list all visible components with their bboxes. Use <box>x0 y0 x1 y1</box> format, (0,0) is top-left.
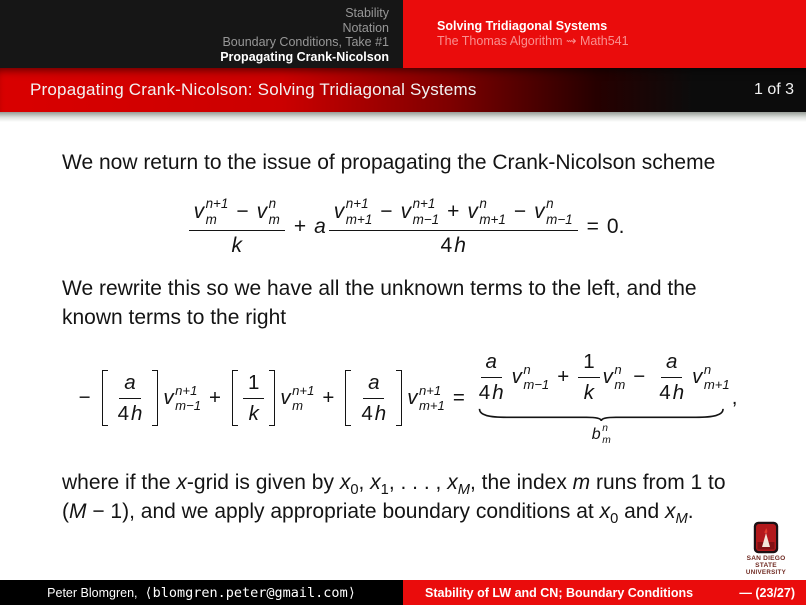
header-nav <box>0 0 403 68</box>
math-operator: − <box>633 365 646 389</box>
math-symbol <box>280 383 314 414</box>
text-run: -grid is given by <box>186 471 340 495</box>
math-variable: h <box>374 401 387 425</box>
underbrace-icon <box>477 408 726 421</box>
text-run: M <box>675 511 688 528</box>
math-bracket <box>102 370 159 426</box>
math-number: 4 <box>361 401 373 425</box>
math-superscript: n+1 <box>412 196 436 211</box>
math-number: 4 <box>478 380 491 404</box>
math-fraction <box>654 349 689 405</box>
math-denominator <box>474 378 509 406</box>
text-run: x <box>664 500 676 524</box>
nav-item-notation[interactable]: Notation <box>342 20 389 35</box>
math-operator: − <box>236 199 249 223</box>
math-symbol <box>407 383 445 414</box>
math-symbol-base: v <box>407 386 418 410</box>
math-symbol <box>603 362 626 393</box>
math-numerator <box>189 196 285 231</box>
math-subscript: m <box>268 211 280 227</box>
math-symbol-base: v <box>602 365 613 389</box>
text-run: , the index <box>469 471 573 495</box>
math-symbol <box>467 196 506 228</box>
math-scripts <box>419 383 445 414</box>
math-bracket <box>345 370 402 426</box>
text-run: x <box>599 500 611 524</box>
math-symbol <box>592 423 611 447</box>
equation-crank-nicolson <box>62 196 750 259</box>
math-symbol <box>401 196 440 228</box>
math-symbol <box>334 196 373 228</box>
math-superscript: n <box>268 196 277 211</box>
math-scripts <box>614 362 625 393</box>
text-run: , <box>358 471 371 495</box>
paragraph-rewrite: We rewrite this so we have all the unknown terms to the left, and the known terms to the right <box>62 276 697 329</box>
math-superscript: n <box>479 196 487 211</box>
math-symbol <box>194 196 229 228</box>
math-number: 1 <box>247 371 260 394</box>
math-symbol-base: v <box>467 199 478 223</box>
math-symbol-base: v <box>163 386 174 410</box>
math-fraction <box>474 349 509 405</box>
math-superscript: n <box>703 361 712 377</box>
math-variable: a <box>314 215 326 239</box>
math-scripts <box>413 196 440 228</box>
section-title: Solving Tridiagonal Systems <box>437 19 608 33</box>
text-run: M <box>457 482 470 499</box>
math-variable: a <box>485 349 497 373</box>
math-row <box>111 370 150 426</box>
math-row <box>72 349 739 447</box>
math-row <box>187 196 626 259</box>
titlebar-shadow <box>0 112 806 122</box>
footer-author-area <box>0 580 403 605</box>
math-symbol-base: v <box>256 199 268 223</box>
math-underbrace <box>472 349 731 447</box>
math-operator: + <box>293 215 307 239</box>
math-superscript: n <box>602 423 608 435</box>
sdsu-emblem-icon <box>753 521 779 554</box>
math-numerator <box>481 349 502 378</box>
text-run: where if the <box>62 471 177 495</box>
frame-title-bar <box>0 68 806 112</box>
math-scripts <box>346 196 373 228</box>
math-subscript: m <box>205 211 217 227</box>
math-superscript: n <box>546 196 554 211</box>
math-subscript: m+1 <box>703 377 730 393</box>
math-numerator <box>661 349 682 378</box>
math-fraction <box>113 370 148 426</box>
math-numerator <box>329 196 578 231</box>
math-scripts <box>175 383 201 414</box>
math-denominator <box>356 399 391 427</box>
math-variable: k <box>248 401 259 425</box>
text-run: − 1), and we apply appropriate boundary conditions at <box>86 500 600 524</box>
frame-page-count: 1 of 3 <box>753 81 794 98</box>
math-symbol-base: v <box>692 365 703 389</box>
paragraph-intro: We now return to the issue of propagating the Crank-Nicolson scheme <box>62 151 716 174</box>
math-row <box>241 370 266 426</box>
math-denominator <box>244 399 264 427</box>
math-scripts <box>292 383 314 414</box>
math-subscript: m−1 <box>175 398 201 414</box>
math-superscript: n <box>523 361 531 377</box>
footer-page-count: — (23/27) <box>739 585 795 600</box>
text-run: 1 <box>380 482 389 499</box>
math-denominator <box>113 399 148 427</box>
math-operator: + <box>322 386 335 410</box>
equation-tridiagonal <box>20 349 790 447</box>
text-run: m <box>572 471 591 495</box>
math-symbol-base: b <box>591 426 601 444</box>
math-fraction <box>243 370 264 426</box>
math-fraction <box>356 370 391 426</box>
math-numerator <box>578 349 599 378</box>
math-subscript: m+1 <box>418 398 445 414</box>
text-run: runs from 1 to ( <box>62 471 726 524</box>
text-run: x <box>339 471 351 495</box>
text-run: x <box>447 471 458 495</box>
sdsu-logo-text-line2: UNIVERSITY <box>745 569 787 576</box>
math-scripts <box>546 196 573 228</box>
math-operator: + <box>557 365 570 389</box>
slide-body <box>0 122 806 526</box>
nav-item-propagating-crank-nicolson[interactable]: Propagating Crank-Nicolson <box>220 49 389 64</box>
math-operator: = <box>452 386 465 410</box>
footer-email-link[interactable]: ⟨blomgren.peter@gmail.com⟩ <box>144 584 356 601</box>
math-subscript: m−1 <box>523 377 550 393</box>
math-symbol <box>534 196 573 228</box>
text-run: 0 <box>610 511 619 528</box>
footer-course-title: Stability of LW and CN; Boundary Conditions <box>425 585 694 600</box>
nav-item-boundary-conditions[interactable]: Boundary Conditions, Take #1 <box>222 35 389 50</box>
math-symbol-base: v <box>193 199 205 223</box>
math-operator: − <box>513 199 527 223</box>
math-numerator <box>363 370 384 399</box>
math-variable: k <box>231 233 242 257</box>
math-symbol <box>692 362 730 393</box>
math-variable: k <box>583 380 595 404</box>
math-denominator <box>436 231 471 259</box>
math-scripts <box>602 423 611 447</box>
paragraph-grid <box>62 468 740 526</box>
math-subscript: m <box>292 398 304 414</box>
math-symbol <box>163 383 201 414</box>
math-row <box>472 349 731 405</box>
math-superscript: n+1 <box>175 382 198 398</box>
math-variable: a <box>368 371 380 394</box>
math-symbol-base: v <box>280 386 291 410</box>
math-subscript: m−1 <box>412 211 440 227</box>
math-symbol <box>512 362 550 393</box>
math-row <box>354 370 393 426</box>
footer-course-area <box>403 580 806 605</box>
math-superscript: n+1 <box>205 196 229 211</box>
math-operator: − <box>380 199 393 223</box>
math-bracket <box>232 370 275 426</box>
text-run: x <box>370 471 381 495</box>
math-symbol-base: v <box>400 199 412 223</box>
math-subscript: m−1 <box>546 211 573 227</box>
math-variable: h <box>130 401 143 425</box>
math-denominator <box>226 231 247 259</box>
math-superscript: n+1 <box>345 196 369 211</box>
math-symbol-base: v <box>511 365 522 389</box>
math-symbol <box>257 196 280 228</box>
math-fraction <box>329 196 578 259</box>
math-operator: + <box>447 199 460 223</box>
math-numerator <box>119 370 140 399</box>
math-operator: + <box>209 386 221 410</box>
math-symbol-base: v <box>333 199 345 223</box>
section-subtitle: The Thomas Algorithm ⇝ Math541 <box>437 34 629 48</box>
math-fraction <box>578 349 599 405</box>
text-run: . <box>687 500 694 524</box>
math-numerator <box>243 370 264 399</box>
math-variable: h <box>492 380 504 404</box>
math-scripts <box>206 196 229 228</box>
math-scripts <box>269 196 280 228</box>
text-run: M <box>69 500 87 524</box>
header-section <box>403 0 806 68</box>
math-variable: h <box>454 233 466 257</box>
sdsu-logo-text-line1: SAN DIEGO STATE <box>746 555 786 569</box>
math-scripts <box>704 362 730 393</box>
math-superscript: n+1 <box>292 382 315 398</box>
math-scripts <box>523 362 549 393</box>
math-subscript: m+1 <box>479 211 506 227</box>
math-subscript: m <box>602 435 611 447</box>
text-run: 0 <box>350 482 359 499</box>
math-scripts <box>479 196 506 228</box>
text-run: , . . . , <box>388 471 448 495</box>
math-underbrace-label <box>591 423 612 447</box>
math-fraction <box>189 196 285 259</box>
math-denominator <box>654 378 689 406</box>
math-variable: a <box>124 371 136 394</box>
math-subscript: m <box>614 377 626 393</box>
math-denominator <box>579 378 599 406</box>
math-variable: a <box>665 349 678 373</box>
math-number: 4 <box>659 380 671 404</box>
header <box>0 0 806 68</box>
math-variable: h <box>672 380 685 404</box>
sdsu-logo <box>735 521 797 576</box>
math-subscript: m+1 <box>345 211 373 227</box>
math-number: 4 <box>440 233 453 257</box>
footer <box>0 580 806 605</box>
math-superscript: n <box>614 361 622 377</box>
footer-author: Peter Blomgren, <box>47 585 138 600</box>
math-number: 4 <box>117 401 129 425</box>
nav-item-stability[interactable]: Stability <box>345 6 389 20</box>
math-number: 0. <box>606 215 625 239</box>
text-run: x <box>176 471 187 495</box>
math-number: 1 <box>583 349 595 373</box>
math-superscript: n+1 <box>418 382 442 398</box>
math-operator: − <box>78 386 91 410</box>
text-run: and <box>618 500 665 524</box>
frame-title: Propagating Crank-Nicolson: Solving Tridiagonal Systems <box>30 80 477 99</box>
math-symbol-base: v <box>534 199 545 223</box>
math-number: , <box>731 386 738 410</box>
math-operator: = <box>586 215 599 239</box>
